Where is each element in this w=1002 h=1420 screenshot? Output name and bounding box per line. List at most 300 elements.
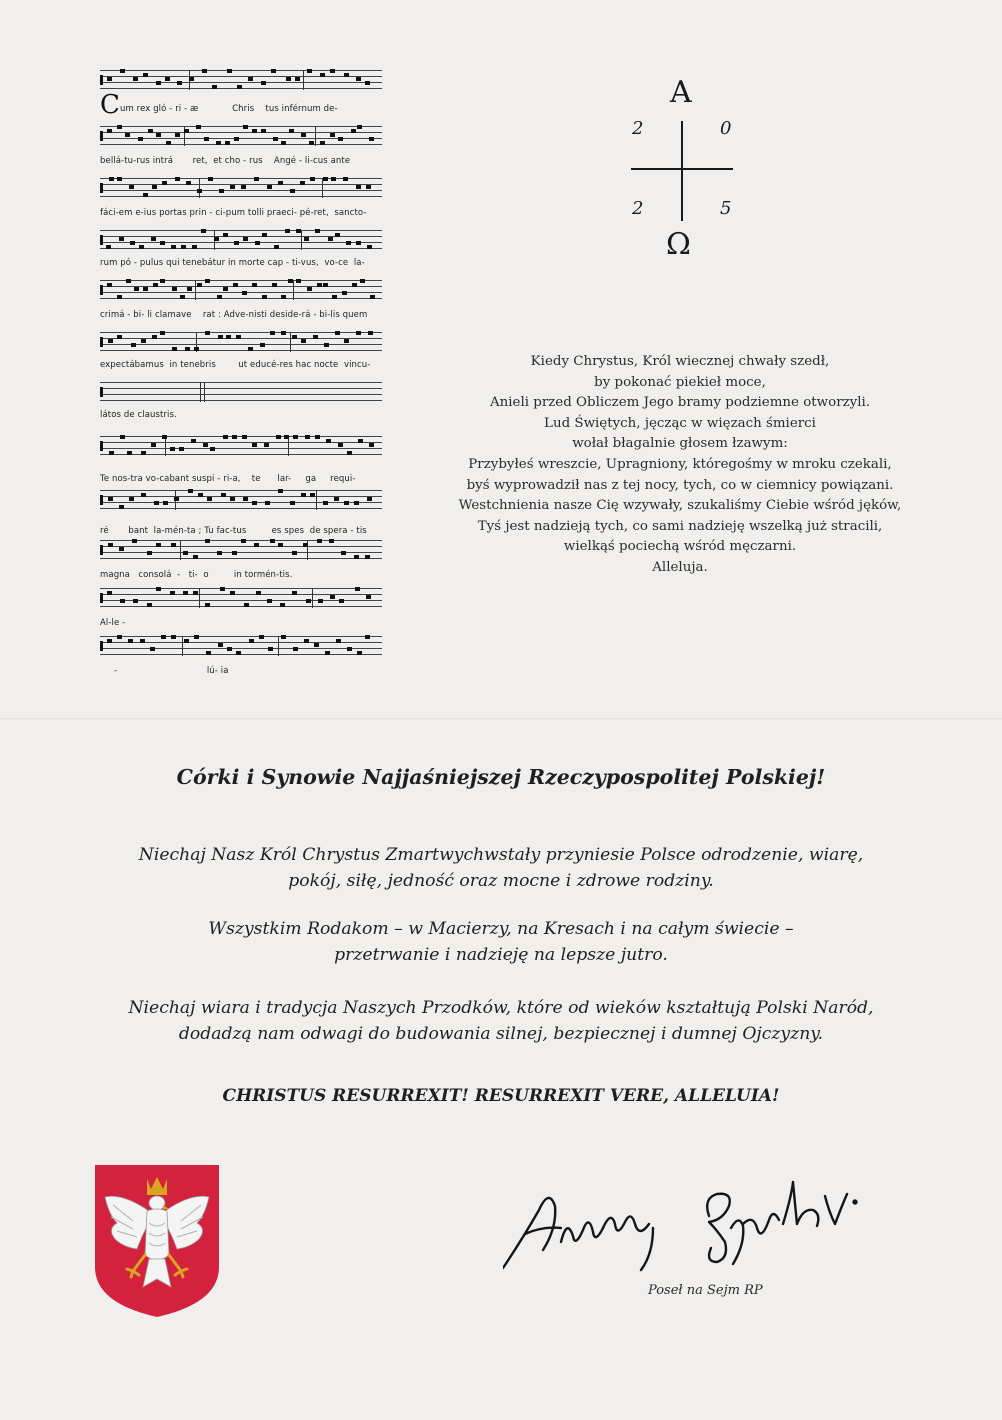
neume-note bbox=[187, 287, 192, 291]
neume-note bbox=[252, 501, 257, 505]
neume-note bbox=[125, 133, 130, 137]
neume-note bbox=[141, 451, 146, 455]
stave-line bbox=[100, 298, 382, 299]
chant-lyric-line: ré bant la-mén-ta ; Tu fac-tus es spes de spera - tis bbox=[100, 526, 367, 536]
neume-note bbox=[119, 547, 124, 551]
clef-mark bbox=[100, 337, 103, 347]
neume-note bbox=[226, 335, 231, 339]
poem-line: byś wyprowadził nas z tej nocy, tych, co w ciemnicy powiązani. bbox=[466, 477, 894, 493]
neume-note bbox=[346, 241, 351, 245]
neume-note bbox=[356, 77, 361, 81]
stave-line bbox=[100, 70, 382, 71]
neume-note bbox=[296, 229, 301, 233]
poem-line: Alleluja. bbox=[652, 559, 708, 575]
neume-note bbox=[261, 129, 266, 133]
neume-note bbox=[252, 443, 257, 447]
greeting-line: dodadzą nam odwagi do budowania silnej, bezpiecznej i dumnej Ojczyzny. bbox=[178, 1024, 824, 1044]
neume-note bbox=[130, 241, 135, 245]
stave-bar bbox=[301, 230, 302, 250]
greeting-line: Niechaj Nasz Król Chrystus Zmartwychwstały przyniesie Polsce odrodzenie, wiarę, bbox=[138, 845, 864, 865]
neume-note bbox=[356, 331, 361, 335]
stave-bar bbox=[195, 280, 196, 300]
clef-mark bbox=[100, 545, 103, 555]
neume-note bbox=[223, 287, 228, 291]
neume-note bbox=[254, 543, 259, 547]
neume-note bbox=[107, 77, 112, 81]
neume-note bbox=[295, 77, 300, 81]
stave-line bbox=[100, 606, 382, 607]
stave-line bbox=[100, 236, 382, 237]
chant-lyric-line: bellá-tu-rus intrá ret, et cho - rus Angé - li-cus ante bbox=[100, 156, 351, 166]
neume-note bbox=[326, 439, 331, 443]
stave-bar bbox=[312, 588, 313, 608]
neume-note bbox=[344, 501, 349, 505]
chant-stave bbox=[100, 280, 382, 300]
neume-note bbox=[274, 245, 279, 249]
neume-note bbox=[175, 177, 180, 181]
neume-note bbox=[292, 335, 297, 339]
stave-line bbox=[100, 394, 382, 395]
clef-mark bbox=[100, 75, 103, 85]
neume-note bbox=[205, 331, 210, 335]
neume-note bbox=[161, 635, 166, 639]
chant-stave bbox=[100, 230, 382, 250]
neume-note bbox=[341, 551, 346, 555]
neume-note bbox=[165, 77, 170, 81]
neume-note bbox=[218, 335, 223, 339]
signature-caption: Poseł na Sejm RP bbox=[648, 1283, 763, 1298]
neume-note bbox=[267, 599, 272, 603]
chant-stave bbox=[100, 588, 382, 608]
neume-note bbox=[141, 339, 146, 343]
neume-note bbox=[151, 443, 156, 447]
greeting-paragraph bbox=[40, 995, 962, 1047]
neume-note bbox=[221, 493, 226, 497]
neume-note bbox=[108, 339, 113, 343]
stave-line bbox=[100, 82, 382, 83]
stave-line bbox=[100, 190, 382, 191]
neume-note bbox=[307, 287, 312, 291]
neume-note bbox=[318, 599, 323, 603]
neume-note bbox=[256, 591, 261, 595]
neume-note bbox=[367, 245, 372, 249]
neume-note bbox=[268, 647, 273, 651]
neume-note bbox=[206, 651, 211, 655]
neume-note bbox=[278, 543, 283, 547]
neume-note bbox=[192, 245, 197, 249]
chant-stave bbox=[100, 490, 382, 510]
neume-note bbox=[328, 237, 333, 241]
neume-note bbox=[188, 489, 193, 493]
chant-lyric-line: fáci-em e-ius portas prin - ci-pum tolli praeci- pé-ret, sancto- bbox=[100, 208, 367, 218]
clef-mark bbox=[100, 285, 103, 295]
neume-note bbox=[320, 141, 325, 145]
alpha-omega-cross bbox=[620, 75, 750, 268]
neume-note bbox=[292, 591, 297, 595]
neume-note bbox=[218, 643, 223, 647]
stave-line bbox=[100, 388, 382, 389]
neume-note bbox=[307, 69, 312, 73]
stave-bar bbox=[200, 382, 201, 402]
chant-lyric-line: Al-le - bbox=[100, 618, 126, 628]
neume-note bbox=[367, 497, 372, 501]
poem-line: Tyś jest nadzieją tych, co sami nadzieję wszelką już stracili, bbox=[477, 518, 883, 534]
neume-note bbox=[347, 647, 352, 651]
stave-line bbox=[100, 230, 382, 231]
neume-note bbox=[138, 137, 143, 141]
neume-note bbox=[320, 73, 325, 77]
neume-note bbox=[202, 69, 207, 73]
poem-line: Przybyłeś wreszcie, Upragniony, któregośmy w mroku czekali, bbox=[468, 456, 892, 472]
neume-note bbox=[354, 555, 359, 559]
neume-note bbox=[108, 543, 113, 547]
neume-note bbox=[303, 543, 308, 547]
chant-score bbox=[100, 70, 385, 680]
neume-note bbox=[243, 125, 248, 129]
neume-note bbox=[219, 189, 224, 193]
neume-note bbox=[133, 599, 138, 603]
neume-note bbox=[347, 451, 352, 455]
neume-note bbox=[270, 331, 275, 335]
neume-note bbox=[262, 233, 267, 237]
neume-note bbox=[193, 591, 198, 595]
neume-note bbox=[107, 591, 112, 595]
neume-note bbox=[127, 451, 132, 455]
neume-note bbox=[309, 141, 314, 145]
year-digit: 2 bbox=[632, 198, 644, 219]
neume-note bbox=[120, 435, 125, 439]
stave-line bbox=[100, 448, 382, 449]
neume-note bbox=[357, 125, 362, 129]
neume-note bbox=[152, 185, 157, 189]
neume-note bbox=[259, 635, 264, 639]
neume-note bbox=[293, 435, 298, 439]
neume-note bbox=[156, 543, 161, 547]
clef-mark bbox=[100, 387, 103, 397]
neume-note bbox=[288, 279, 293, 283]
stave-line bbox=[100, 502, 382, 503]
neume-note bbox=[117, 125, 122, 129]
neume-note bbox=[109, 451, 114, 455]
neume-note bbox=[290, 501, 295, 505]
neume-note bbox=[331, 177, 336, 181]
neume-note bbox=[107, 639, 112, 643]
neume-note bbox=[281, 331, 286, 335]
neume-note bbox=[162, 435, 167, 439]
neume-note bbox=[281, 141, 286, 145]
neume-note bbox=[106, 245, 111, 249]
neume-note bbox=[175, 133, 180, 137]
stave-line bbox=[100, 280, 382, 281]
neume-note bbox=[289, 129, 294, 133]
neume-note bbox=[205, 279, 210, 283]
neume-note bbox=[360, 279, 365, 283]
clef-mark bbox=[100, 183, 103, 193]
chant-lyric-line: rum pó - pulus qui tenebátur in morte cap - ti-vus, vo-ce la- bbox=[100, 258, 365, 268]
neume-note bbox=[234, 241, 239, 245]
neume-note bbox=[260, 343, 265, 347]
neume-note bbox=[217, 551, 222, 555]
neume-note bbox=[335, 331, 340, 335]
neume-note bbox=[236, 335, 241, 339]
neume-note bbox=[254, 177, 259, 181]
neume-note bbox=[197, 189, 202, 193]
neume-note bbox=[301, 339, 306, 343]
neume-note bbox=[305, 435, 310, 439]
poem-line: wołał błagalnie głosem łzawym: bbox=[572, 436, 788, 452]
neume-note bbox=[172, 287, 177, 291]
neume-note bbox=[355, 587, 360, 591]
neume-note bbox=[241, 539, 246, 543]
neume-note bbox=[171, 245, 176, 249]
neume-note bbox=[156, 81, 161, 85]
neume-note bbox=[184, 129, 189, 133]
neume-note bbox=[217, 295, 222, 299]
neume-note bbox=[212, 85, 217, 89]
neume-note bbox=[323, 177, 328, 181]
neume-note bbox=[330, 69, 335, 73]
neume-note bbox=[153, 283, 158, 287]
stave-line bbox=[100, 400, 382, 401]
neume-note bbox=[194, 635, 199, 639]
neume-note bbox=[324, 343, 329, 347]
clef-mark bbox=[100, 593, 103, 603]
year-digit: 2 bbox=[632, 118, 644, 139]
neume-note bbox=[339, 599, 344, 603]
neume-note bbox=[119, 505, 124, 509]
neume-note bbox=[357, 651, 362, 655]
neume-note bbox=[154, 501, 159, 505]
chant-initial: C bbox=[100, 90, 120, 120]
poem-line: Lud Świętych, jęcząc w więzach śmierci bbox=[544, 415, 816, 431]
neume-note bbox=[131, 343, 136, 347]
chant-lyric-line: Te nos-tra vo-cabant suspi - ri-a, te lar- ga requi- bbox=[100, 474, 356, 484]
greeting-paragraph bbox=[40, 842, 962, 894]
stave-bar bbox=[204, 382, 205, 402]
neume-note bbox=[273, 137, 278, 141]
chant-lyric-line: expectábamus in tenebris ut educé-res hac nocte vincu- bbox=[100, 360, 371, 370]
neume-note bbox=[151, 237, 156, 241]
poem-line: Westchnienia nasze Cię wzywały, szukaliśmy Ciebie wśród jęków, bbox=[458, 498, 902, 514]
neume-note bbox=[242, 435, 247, 439]
neume-note bbox=[134, 287, 139, 291]
stave-bar bbox=[165, 436, 166, 456]
neume-note bbox=[233, 283, 238, 287]
stave-line bbox=[100, 648, 382, 649]
neume-note bbox=[193, 555, 198, 559]
neume-note bbox=[170, 591, 175, 595]
neume-note bbox=[351, 129, 356, 133]
neume-note bbox=[166, 141, 171, 145]
neume-note bbox=[248, 347, 253, 351]
chant-lyric-line: - lú- ia bbox=[100, 666, 229, 676]
neume-note bbox=[109, 177, 114, 181]
chant-stave bbox=[100, 70, 382, 90]
neume-note bbox=[310, 493, 315, 497]
neume-note bbox=[183, 551, 188, 555]
neume-note bbox=[223, 233, 228, 237]
clef-mark bbox=[100, 641, 103, 651]
neume-note bbox=[172, 347, 177, 351]
neume-note bbox=[304, 639, 309, 643]
stave-line bbox=[100, 546, 382, 547]
stave-line bbox=[100, 350, 382, 351]
neume-note bbox=[147, 603, 152, 607]
clef-mark bbox=[100, 441, 103, 451]
neume-note bbox=[334, 497, 339, 501]
neume-note bbox=[267, 185, 272, 189]
neume-note bbox=[197, 283, 202, 287]
chant-stave bbox=[100, 436, 382, 456]
neume-note bbox=[336, 639, 341, 643]
neume-note bbox=[234, 137, 239, 141]
neume-note bbox=[284, 435, 289, 439]
greeting-line: pokój, siłę, jedność oraz mocne i zdrowe rodziny. bbox=[288, 871, 714, 891]
alpha-letter: A bbox=[670, 75, 692, 110]
chant-stave bbox=[100, 126, 382, 146]
neume-note bbox=[301, 493, 306, 497]
stave-bar bbox=[293, 280, 294, 300]
neume-note bbox=[163, 501, 168, 505]
neume-note bbox=[262, 295, 267, 299]
neume-note bbox=[278, 489, 283, 493]
poem-line: by pokonać piekieł moce, bbox=[594, 374, 766, 390]
neume-note bbox=[184, 639, 189, 643]
neume-note bbox=[120, 69, 125, 73]
neume-note bbox=[264, 443, 269, 447]
polish-eagle-coat-of-arms-icon bbox=[93, 1163, 221, 1319]
neume-note bbox=[300, 181, 305, 185]
neume-note bbox=[194, 347, 199, 351]
neume-note bbox=[369, 443, 374, 447]
neume-note bbox=[323, 501, 328, 505]
omega-letter: Ω bbox=[666, 227, 691, 262]
neume-note bbox=[196, 125, 201, 129]
neume-note bbox=[186, 181, 191, 185]
neume-note bbox=[249, 639, 254, 643]
neume-note bbox=[181, 245, 186, 249]
neume-note bbox=[230, 497, 235, 501]
neume-note bbox=[265, 501, 270, 505]
neume-note bbox=[232, 435, 237, 439]
chant-stave bbox=[100, 636, 382, 656]
neume-note bbox=[356, 241, 361, 245]
greeting-line: przetrwanie i nadzieję na lepsze jutro. bbox=[334, 945, 668, 965]
neume-note bbox=[313, 335, 318, 339]
stave-line bbox=[100, 636, 382, 637]
clef-mark bbox=[100, 495, 103, 505]
neume-note bbox=[225, 141, 230, 145]
stave-line bbox=[100, 344, 382, 345]
poem bbox=[400, 352, 960, 579]
chant-stave bbox=[100, 332, 382, 352]
neume-note bbox=[292, 551, 297, 555]
stave-bar bbox=[316, 490, 317, 510]
neume-note bbox=[366, 595, 371, 599]
neume-note bbox=[338, 137, 343, 141]
stave-line bbox=[100, 558, 382, 559]
stave-line bbox=[100, 242, 382, 243]
chant-stave bbox=[100, 382, 382, 402]
neume-note bbox=[338, 443, 343, 447]
neume-note bbox=[276, 435, 281, 439]
neume-note bbox=[117, 635, 122, 639]
neume-note bbox=[296, 279, 301, 283]
neume-note bbox=[230, 591, 235, 595]
year-digit: 0 bbox=[720, 118, 732, 139]
neume-note bbox=[152, 335, 157, 339]
neume-note bbox=[344, 73, 349, 77]
year-digit: 5 bbox=[720, 198, 732, 219]
stave-line bbox=[100, 490, 382, 491]
neume-note bbox=[293, 647, 298, 651]
neume-note bbox=[141, 493, 146, 497]
neume-note bbox=[343, 177, 348, 181]
neume-note bbox=[185, 347, 190, 351]
stave-bar bbox=[322, 178, 323, 198]
neume-note bbox=[204, 137, 209, 141]
neume-note bbox=[261, 81, 266, 85]
neume-note bbox=[205, 539, 210, 543]
neume-note bbox=[270, 539, 275, 543]
neume-note bbox=[310, 177, 315, 181]
neume-note bbox=[243, 497, 248, 501]
neume-note bbox=[369, 137, 374, 141]
neume-note bbox=[325, 651, 330, 655]
neume-note bbox=[147, 551, 152, 555]
neume-note bbox=[242, 291, 247, 295]
chant-lyric-line: crimá - bi- li clamave rat : Adve-nisti deside-rá - bi-lis quem bbox=[100, 310, 368, 320]
neume-note bbox=[198, 493, 203, 497]
neume-note bbox=[214, 237, 219, 241]
chant-stave bbox=[100, 540, 382, 560]
neume-note bbox=[236, 651, 241, 655]
neume-note bbox=[117, 335, 122, 339]
chant-lyric-line: magna consolá - ti- o in tormén-tis. bbox=[100, 570, 293, 580]
stave-line bbox=[100, 508, 382, 509]
clef-mark bbox=[100, 235, 103, 245]
neume-note bbox=[143, 193, 148, 197]
neume-note bbox=[208, 177, 213, 181]
neume-note bbox=[207, 497, 212, 501]
poem-line: wielkąś pociechą wśród męczarni. bbox=[563, 539, 797, 555]
neume-note bbox=[252, 283, 257, 287]
neume-note bbox=[304, 237, 309, 241]
neume-note bbox=[370, 295, 375, 299]
neume-note bbox=[227, 69, 232, 73]
neume-note bbox=[117, 295, 122, 299]
stave-bar bbox=[199, 178, 200, 198]
neume-note bbox=[179, 447, 184, 451]
neume-note bbox=[150, 647, 155, 651]
neume-note bbox=[108, 497, 113, 501]
neume-note bbox=[272, 283, 277, 287]
neume-note bbox=[162, 181, 167, 185]
stave-line bbox=[100, 126, 382, 127]
neume-note bbox=[330, 595, 335, 599]
neume-note bbox=[160, 241, 165, 245]
stave-line bbox=[100, 382, 382, 383]
neume-note bbox=[281, 635, 286, 639]
neume-note bbox=[301, 133, 306, 137]
neume-note bbox=[330, 133, 335, 137]
neume-note bbox=[241, 185, 246, 189]
neume-note bbox=[306, 599, 311, 603]
stave-bar bbox=[199, 588, 200, 608]
neume-note bbox=[126, 279, 131, 283]
neume-note bbox=[143, 73, 148, 77]
poem-line: Anieli przed Obliczem Jego bramy podziemne otworzyli. bbox=[489, 395, 871, 411]
